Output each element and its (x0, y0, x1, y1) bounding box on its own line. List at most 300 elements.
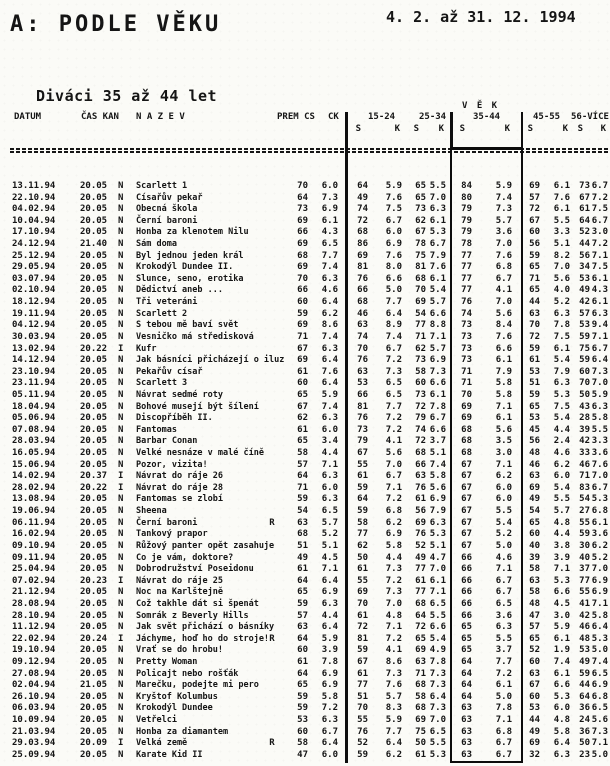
cell-ck: 7.4 (321, 262, 338, 273)
cell-s-56-vice: 33 (579, 448, 590, 459)
cell-k-45-55: 4.4 (553, 424, 570, 435)
cell-s-56-vice: 53 (579, 645, 590, 656)
header-k-15-24: K (394, 124, 400, 134)
cell-cs: 63 (297, 517, 308, 528)
cell-title: Návrat do ráje 25 (136, 575, 223, 586)
cell-ck: 6.5 (321, 239, 338, 250)
cell-cs: 64 (297, 471, 308, 482)
cell-s-25-34: 73 (415, 204, 426, 215)
cell-s-56-vice: 50 (579, 389, 590, 400)
cell-s-35-44: 67 (461, 540, 472, 551)
cell-s-45-55: 48 (529, 598, 540, 609)
cell-s-15-24: 46 (357, 308, 368, 319)
cell-channel: I (118, 343, 124, 354)
cell-s-45-55: 48 (529, 448, 540, 459)
cell-channel: N (118, 448, 124, 459)
cell-rerun-flag (266, 425, 278, 437)
table-row (12, 715, 608, 727)
cell-k-35-44: 5.4 (495, 517, 512, 528)
cell-k-25-34: 5.3 (429, 749, 446, 760)
cell-k-45-55: 7.0 (553, 262, 570, 273)
cell-s-45-55: 59 (529, 389, 540, 400)
cell-s-45-55: 44 (529, 715, 540, 726)
cell-k-35-44: 5.6 (495, 308, 512, 319)
cell-cs: 65 (297, 587, 308, 598)
cell-k-56-vice: 6.7 (591, 482, 608, 493)
cell-k-45-55: 5.6 (553, 273, 570, 284)
cell-date: 28.10.94 (12, 610, 56, 621)
cell-s-56-vice: 40 (579, 552, 590, 563)
date-range: 4. 2. až 31. 12. 1994 (386, 8, 576, 26)
cell-s-15-24: 55 (357, 575, 368, 586)
cell-k-25-34: 6.4 (429, 691, 446, 702)
cell-title: Krokodýl Dundee (136, 703, 213, 714)
table-row (12, 622, 608, 634)
cell-k-15-24: 7.3 (385, 366, 402, 377)
cell-k-25-34: 5.1 (429, 540, 446, 551)
cell-k-25-34: 7.1 (429, 331, 446, 342)
cell-time: 20.05 (80, 320, 108, 331)
cell-time: 20.05 (80, 389, 108, 400)
cell-k-45-55: 4.8 (553, 517, 570, 528)
cell-k-45-55: 7.5 (553, 401, 570, 412)
header-group-56-vice: 56-VÍCE (571, 112, 609, 122)
cell-k-15-24: 7.7 (385, 297, 402, 308)
cell-rerun-flag (266, 564, 278, 576)
table-row (12, 634, 608, 646)
cell-k-45-55: 7.6 (553, 192, 570, 203)
cell-k-45-55: 5.8 (553, 726, 570, 737)
cell-rerun-flag (266, 541, 278, 553)
cell-ck: 6.3 (321, 715, 338, 726)
cell-date: 04.02.94 (12, 204, 56, 215)
cell-k-15-24: 6.4 (385, 308, 402, 319)
cell-k-15-24: 6.7 (385, 471, 402, 482)
cell-s-15-24: 49 (357, 192, 368, 203)
cell-k-15-24: 7.3 (385, 587, 402, 598)
cell-s-15-24: 77 (357, 529, 368, 540)
cell-time: 20.05 (80, 703, 108, 714)
cell-s-45-55: 47 (529, 610, 540, 621)
table-row (12, 680, 608, 692)
table-row (12, 669, 608, 681)
cell-k-45-55: 4.5 (553, 598, 570, 609)
cell-s-15-24: 62 (357, 540, 368, 551)
cell-cs: 68 (297, 250, 308, 261)
cell-s-25-34: 72 (415, 436, 426, 447)
header-group-15-24: 15-24 (368, 112, 396, 122)
cell-cs: 61 (297, 564, 308, 575)
table-row (12, 262, 608, 274)
cell-k-15-24: 5.6 (385, 448, 402, 459)
cell-s-25-34: 68 (415, 703, 426, 714)
cell-date: 29.05.94 (12, 262, 56, 273)
cell-k-56-vice: 5.8 (591, 610, 608, 621)
cell-s-56-vice: 43 (579, 401, 590, 412)
cell-s-56-vice: 50 (579, 738, 590, 749)
cell-time: 20.05 (80, 424, 108, 435)
cell-k-15-24: 6.2 (385, 517, 402, 528)
cell-s-25-34: 63 (415, 656, 426, 667)
cell-k-45-55: 4.4 (553, 529, 570, 540)
cell-k-15-24: 6.6 (385, 273, 402, 284)
cell-cs: 69 (297, 239, 308, 250)
cell-channel: N (118, 389, 124, 400)
table-row (12, 738, 608, 750)
cell-time: 20.05 (80, 494, 108, 505)
cell-s-15-24: 72 (357, 215, 368, 226)
cell-s-15-24: 53 (357, 378, 368, 389)
cell-s-45-55: 70 (529, 320, 540, 331)
cell-cs: 59 (297, 308, 308, 319)
cell-s-25-34: 72 (415, 622, 426, 633)
cell-title: Pekařův císař (136, 366, 203, 377)
cell-k-25-34: 7.8 (429, 401, 446, 412)
cell-title: Vrať se do hrobu! (136, 645, 223, 656)
header-prem-cs: PREM CS (277, 112, 315, 122)
cell-cs: 69 (297, 355, 308, 366)
cell-k-45-55: 6.1 (553, 633, 570, 644)
cell-s-25-34: 66 (415, 459, 426, 470)
cell-k-56-vice: 4.3 (591, 285, 608, 296)
cell-k-25-34: 5.6 (429, 482, 446, 493)
table-row (12, 425, 608, 437)
cell-k-45-55: 1.9 (553, 645, 570, 656)
cell-s-45-55: 51 (529, 378, 540, 389)
cell-time: 20.05 (80, 517, 108, 528)
cell-cs: 69 (297, 215, 308, 226)
cell-k-45-55: 5.1 (553, 239, 570, 250)
cell-s-35-44: 71 (461, 378, 472, 389)
cell-title: Velké nesnáze v malé číně (136, 448, 264, 459)
cell-date: 28.08.94 (12, 598, 56, 609)
cell-title: Barbar Conan (136, 436, 198, 447)
cell-s-15-24: 81 (357, 633, 368, 644)
cell-s-56-vice: 64 (579, 215, 590, 226)
header-vek: V Ě K (462, 101, 500, 111)
cell-s-35-44: 66 (461, 575, 472, 586)
cell-k-56-vice: 6.4 (591, 355, 608, 366)
cell-rerun-flag: R (269, 517, 275, 528)
cell-title: Což takhle dát si špenát (136, 598, 259, 609)
cell-date: 09.10.94 (12, 540, 56, 551)
cell-rerun-flag (266, 622, 278, 634)
cell-ck: 6.2 (321, 308, 338, 319)
table-row (12, 239, 608, 251)
cell-k-35-44: 3.0 (495, 448, 512, 459)
cell-date: 11.12.94 (12, 622, 56, 633)
cell-k-35-44: 6.6 (495, 343, 512, 354)
cell-s-56-vice: 41 (579, 598, 590, 609)
cell-k-15-24: 5.8 (385, 540, 402, 551)
cell-k-45-55: 3.3 (553, 227, 570, 238)
cell-date: 05.11.94 (12, 389, 56, 400)
cell-s-35-44: 69 (461, 401, 472, 412)
cell-k-15-24: 6.4 (385, 738, 402, 749)
cell-rerun-flag (266, 669, 278, 681)
cell-s-56-vice: 61 (579, 204, 590, 215)
cell-s-35-44: 64 (461, 680, 472, 691)
cell-s-56-vice: 49 (579, 285, 590, 296)
cell-k-45-55: 6.0 (553, 703, 570, 714)
cell-k-45-55: 3.8 (553, 540, 570, 551)
cell-ck: 5.9 (321, 633, 338, 644)
cell-k-56-vice: 5.0 (591, 645, 608, 656)
cell-channel: N (118, 645, 124, 656)
cell-k-45-55: 8.2 (553, 250, 570, 261)
cell-s-45-55: 52 (529, 645, 540, 656)
cell-s-25-34: 75 (415, 250, 426, 261)
cell-rerun-flag (266, 378, 278, 390)
cell-title: Noc na Karlštejně (136, 587, 223, 598)
cell-date: 14.02.94 (12, 471, 56, 482)
cell-rerun-flag (266, 204, 278, 216)
cell-cs: 62 (297, 413, 308, 424)
cell-date: 29.03.94 (12, 738, 56, 749)
cell-s-45-55: 60 (529, 529, 540, 540)
cell-date: 14.12.94 (12, 355, 56, 366)
cell-k-56-vice: 5.2 (591, 552, 608, 563)
cell-title: Honba za diamantem (136, 726, 229, 737)
cell-channel: N (118, 587, 124, 598)
table-row (12, 332, 608, 344)
cell-ck: 7.1 (321, 459, 338, 470)
cell-s-15-24: 69 (357, 587, 368, 598)
cell-s-25-34: 72 (415, 401, 426, 412)
cell-k-25-34: 7.3 (429, 680, 446, 691)
cell-s-45-55: 49 (529, 494, 540, 505)
cell-s-15-24: 50 (357, 552, 368, 563)
cell-title: Dobrodružství Poseidonu (136, 564, 254, 575)
cell-rerun-flag (266, 436, 278, 448)
cell-date: 24.12.94 (12, 239, 56, 250)
table-row (12, 448, 608, 460)
table-row (12, 576, 608, 588)
cell-k-15-24: 6.2 (385, 749, 402, 760)
cell-channel: N (118, 459, 124, 470)
cell-s-35-44: 65 (461, 622, 472, 633)
cell-s-35-44: 73 (461, 343, 472, 354)
cell-cs: 67 (297, 401, 308, 412)
cell-s-45-55: 71 (529, 273, 540, 284)
cell-title: S tebou mě baví svět (136, 320, 239, 331)
cell-rerun-flag (266, 355, 278, 367)
cell-k-15-24: 7.1 (385, 622, 402, 633)
cell-s-25-34: 64 (415, 610, 426, 621)
cell-k-15-24: 7.2 (385, 633, 402, 644)
box-35-44-left-stub (450, 112, 453, 148)
cell-time: 20.05 (80, 355, 108, 366)
cell-s-25-34: 58 (415, 691, 426, 702)
cell-cs: 58 (297, 738, 308, 749)
cell-title: Policajt nebo rošťák (136, 668, 239, 679)
cell-rerun-flag (266, 367, 278, 379)
cell-channel: I (118, 482, 124, 493)
cell-k-45-55: 7.8 (553, 320, 570, 331)
cell-s-56-vice: 67 (579, 192, 590, 203)
cell-k-45-55: 7.4 (553, 656, 570, 667)
cell-k-15-24: 5.0 (385, 285, 402, 296)
cell-ck: 6.7 (321, 726, 338, 737)
cell-s-56-vice: 28 (579, 413, 590, 424)
cell-channel: N (118, 285, 124, 296)
cell-k-56-vice: 7.5 (591, 262, 608, 273)
cell-time: 21.05 (80, 680, 108, 691)
cell-s-25-34: 58 (415, 366, 426, 377)
cell-k-56-vice: 5.3 (591, 494, 608, 505)
cell-s-35-44: 65 (461, 645, 472, 656)
cell-s-35-44: 66 (461, 610, 472, 621)
cell-s-56-vice: 52 (579, 227, 590, 238)
box-35-44-right-stub (521, 112, 524, 148)
cell-k-56-vice: 7.0 (591, 378, 608, 389)
cell-k-35-44: 7.0 (495, 239, 512, 250)
cell-s-25-34: 71 (415, 331, 426, 342)
cell-cs: 60 (297, 378, 308, 389)
cell-rerun-flag (266, 587, 278, 599)
cell-k-35-44: 7.0 (495, 297, 512, 308)
cell-s-35-44: 77 (461, 262, 472, 273)
cell-ck: 7.2 (321, 703, 338, 714)
cell-s-35-44: 79 (461, 215, 472, 226)
cell-s-45-55: 69 (529, 482, 540, 493)
cell-k-45-55: 7.5 (553, 331, 570, 342)
cell-s-45-55: 67 (529, 215, 540, 226)
cell-k-25-34: 7.9 (429, 506, 446, 517)
cell-s-25-34: 68 (415, 598, 426, 609)
cell-title: Fantomas (136, 424, 177, 435)
cell-k-25-34: 5.7 (429, 297, 446, 308)
cell-ck: 6.9 (321, 680, 338, 691)
table-row (12, 297, 608, 309)
cell-k-56-vice: 7.3 (591, 726, 608, 737)
cell-channel: N (118, 262, 124, 273)
cell-k-25-34: 5.1 (429, 448, 446, 459)
cell-s-25-34: 69 (415, 297, 426, 308)
cell-s-15-24: 74 (357, 204, 368, 215)
cell-k-25-34: 7.3 (429, 703, 446, 714)
cell-k-15-24: 4.1 (385, 436, 402, 447)
cell-time: 20.05 (80, 331, 108, 342)
table-row (12, 436, 608, 448)
cell-s-15-24: 61 (357, 471, 368, 482)
cell-k-15-24: 8.6 (385, 656, 402, 667)
cell-date: 16.05.94 (12, 448, 56, 459)
cell-k-25-34: 6.9 (429, 494, 446, 505)
table-row (12, 204, 608, 216)
header-k-56-vice: K (600, 124, 606, 134)
cell-s-35-44: 67 (461, 517, 472, 528)
cell-time: 20.05 (80, 645, 108, 656)
cell-k-56-vice: 6.3 (591, 401, 608, 412)
cell-rerun-flag (266, 483, 278, 495)
cell-s-25-34: 65 (415, 181, 426, 191)
cell-rerun-flag (266, 506, 278, 518)
cell-s-25-34: 69 (415, 715, 426, 726)
cell-cs: 53 (297, 715, 308, 726)
cell-k-45-55: 4.8 (553, 715, 570, 726)
cell-time: 20.05 (80, 587, 108, 598)
cell-s-15-24: 68 (357, 227, 368, 238)
cell-channel: N (118, 331, 124, 342)
cell-k-25-34: 8.8 (429, 320, 446, 331)
cell-s-25-34: 61 (415, 749, 426, 760)
cell-s-25-34: 73 (415, 355, 426, 366)
table-row (12, 344, 608, 356)
cell-s-45-55: 67 (529, 680, 540, 691)
cell-cs: 73 (297, 204, 308, 215)
cell-k-35-44: 5.2 (495, 529, 512, 540)
cell-s-45-55: 49 (529, 726, 540, 737)
cell-s-56-vice: 75 (579, 343, 590, 354)
cell-rerun-flag (266, 657, 278, 669)
ratings-table-body (12, 181, 608, 761)
cell-time: 20.05 (80, 598, 108, 609)
table-row (12, 471, 608, 483)
cell-time: 20.05 (80, 529, 108, 540)
cell-s-15-24: 81 (357, 262, 368, 273)
cell-s-56-vice: 59 (579, 331, 590, 342)
header-k-35-44: K (504, 124, 510, 134)
cell-s-35-44: 66 (461, 552, 472, 563)
cell-k-25-34: 6.1 (429, 575, 446, 586)
cell-s-25-34: 62 (415, 215, 426, 226)
cell-s-15-24: 76 (357, 726, 368, 737)
cell-k-15-24: 7.1 (385, 482, 402, 493)
cell-cs: 68 (297, 529, 308, 540)
cell-title: Karate Kid II (136, 749, 203, 760)
header-k-25-34: K (438, 124, 444, 134)
cell-k-45-55: 6.1 (553, 181, 570, 191)
cell-k-56-vice: 6.7 (591, 215, 608, 226)
cell-cs: 61 (297, 424, 308, 435)
cell-s-56-vice: 36 (579, 726, 590, 737)
cell-k-35-44: 6.1 (495, 413, 512, 424)
cell-k-35-44: 5.0 (495, 691, 512, 702)
cell-s-15-24: 70 (357, 343, 368, 354)
cell-s-15-24: 70 (357, 598, 368, 609)
cell-s-35-44: 65 (461, 633, 472, 644)
cell-rerun-flag: R (269, 633, 275, 644)
cell-time: 20.05 (80, 181, 108, 191)
cell-s-45-55: 60 (529, 656, 540, 667)
cell-k-15-24: 6.9 (385, 529, 402, 540)
cell-channel: N (118, 564, 124, 575)
cell-date: 06.11.94 (12, 517, 56, 528)
cell-date: 04.12.94 (12, 320, 56, 331)
cell-k-25-34: 3.7 (429, 436, 446, 447)
cell-title: Fantomas se zlobí (136, 494, 223, 505)
cell-k-25-34: 6.1 (429, 273, 446, 284)
cell-date: 17.10.94 (12, 227, 56, 238)
cell-k-35-44: 6.7 (495, 575, 512, 586)
cell-s-35-44: 69 (461, 413, 472, 424)
cell-cs: 65 (297, 680, 308, 691)
cell-k-45-55: 6.4 (553, 738, 570, 749)
cell-s-45-55: 45 (529, 424, 540, 435)
cell-ck: 7.6 (321, 366, 338, 377)
header-s-56-vice: S (577, 124, 583, 134)
cell-k-15-24: 7.7 (385, 726, 402, 737)
cell-k-45-55: 6.1 (553, 204, 570, 215)
cell-time: 20.05 (80, 262, 108, 273)
cell-k-56-vice: 5.0 (591, 749, 608, 760)
cell-time: 20.05 (80, 436, 108, 447)
cell-cs: 49 (297, 552, 308, 563)
cell-s-25-34: 68 (415, 448, 426, 459)
cell-s-35-44: 84 (461, 181, 472, 191)
cell-channel: N (118, 691, 124, 702)
